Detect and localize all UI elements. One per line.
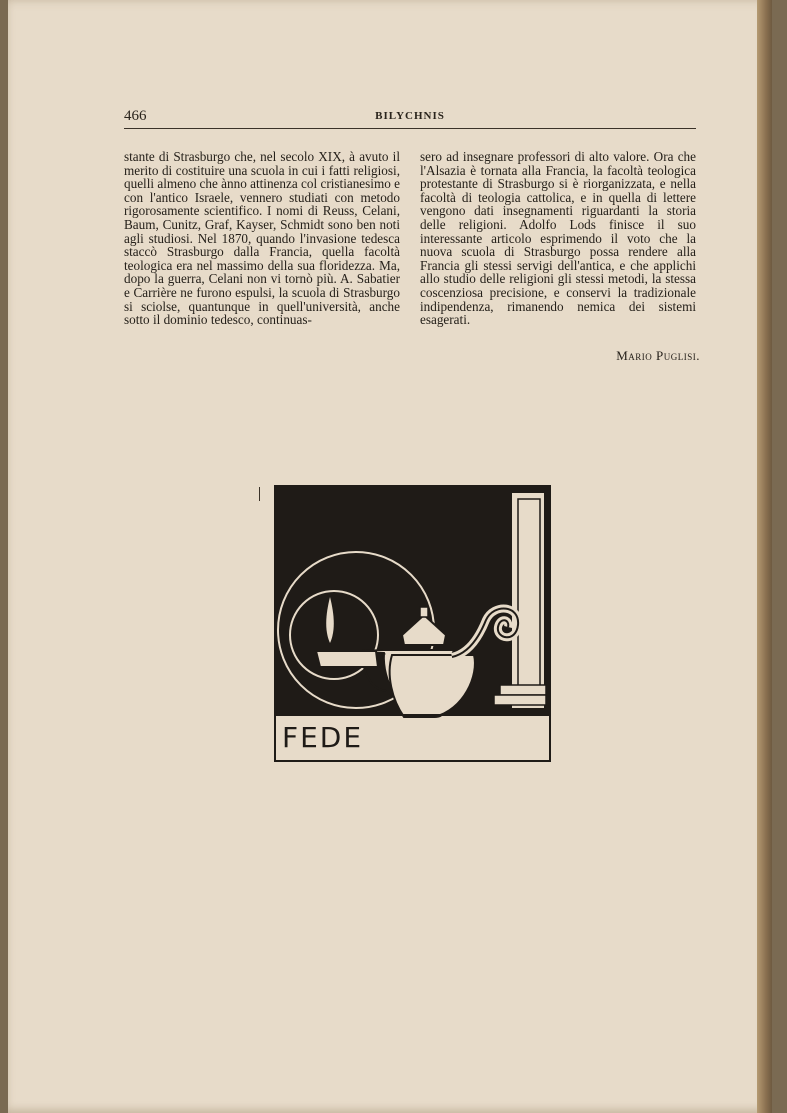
fede-woodcut-illustration bbox=[274, 485, 551, 762]
text-column-right: sero ad insegnare professori di alto valore. Ora che l'Alsazia è tornata alla Francia, la facoltà teologica protestante di Strasburgo si è riorganizzata, e nella facoltà di teologia cattolica, e in quella di lettere vengono dati insegnamenti riguardanti la storia delle religioni. Adolfo Lods finisce il suo interessante articolo esprimendo il voto che la nuova scuola di Strasburgo possa rendere alla Francia gli stessi servigi dell'antica, e che applichi allo studio delle religioni gli stessi metodi, la stessa coscenziosa precisione, e conservi la tradizionale indipendenza, rimanendo nemica dei sistemi esagerati. bbox=[420, 149, 696, 328]
illustration-label: FEDE bbox=[282, 721, 364, 754]
margin-mark bbox=[259, 487, 260, 501]
author-signature: Mario Puglisi. bbox=[616, 348, 700, 363]
header-rule bbox=[124, 128, 696, 129]
running-head bbox=[124, 108, 696, 126]
text-column-left: stante di Strasburgo che, nel secolo XIX, à avuto il merito di costituire una scuola in cui i fatti religiosi, quelli almeno che ànno attinenza col cristianesimo e con l'antico Israele, vennero studiati con metodo rigorosamente scientifico. I nomi di Reuss, Celani, Baum, Cunitz, Graf, Kayser, Schmidt sono ben noti agli studiosi. Nel 1870, quando l'invasione tedesca staccò Strasburgo dalla Francia, quella facoltà teologica era nel massimo della sua floridezza. Ma, dopo la guerra, Celani non vi tornò più. A. Sabatier e Carrière ne furono espulsi, la scuola di Strasburgo si sciolse, quantunque in quell'università, anche sotto il dominio tedesco, continuas- bbox=[124, 149, 400, 328]
book-spine-edge bbox=[757, 0, 772, 1113]
journal-title: BILYCHNIS bbox=[375, 110, 445, 122]
page-number: 466 bbox=[124, 108, 147, 124]
